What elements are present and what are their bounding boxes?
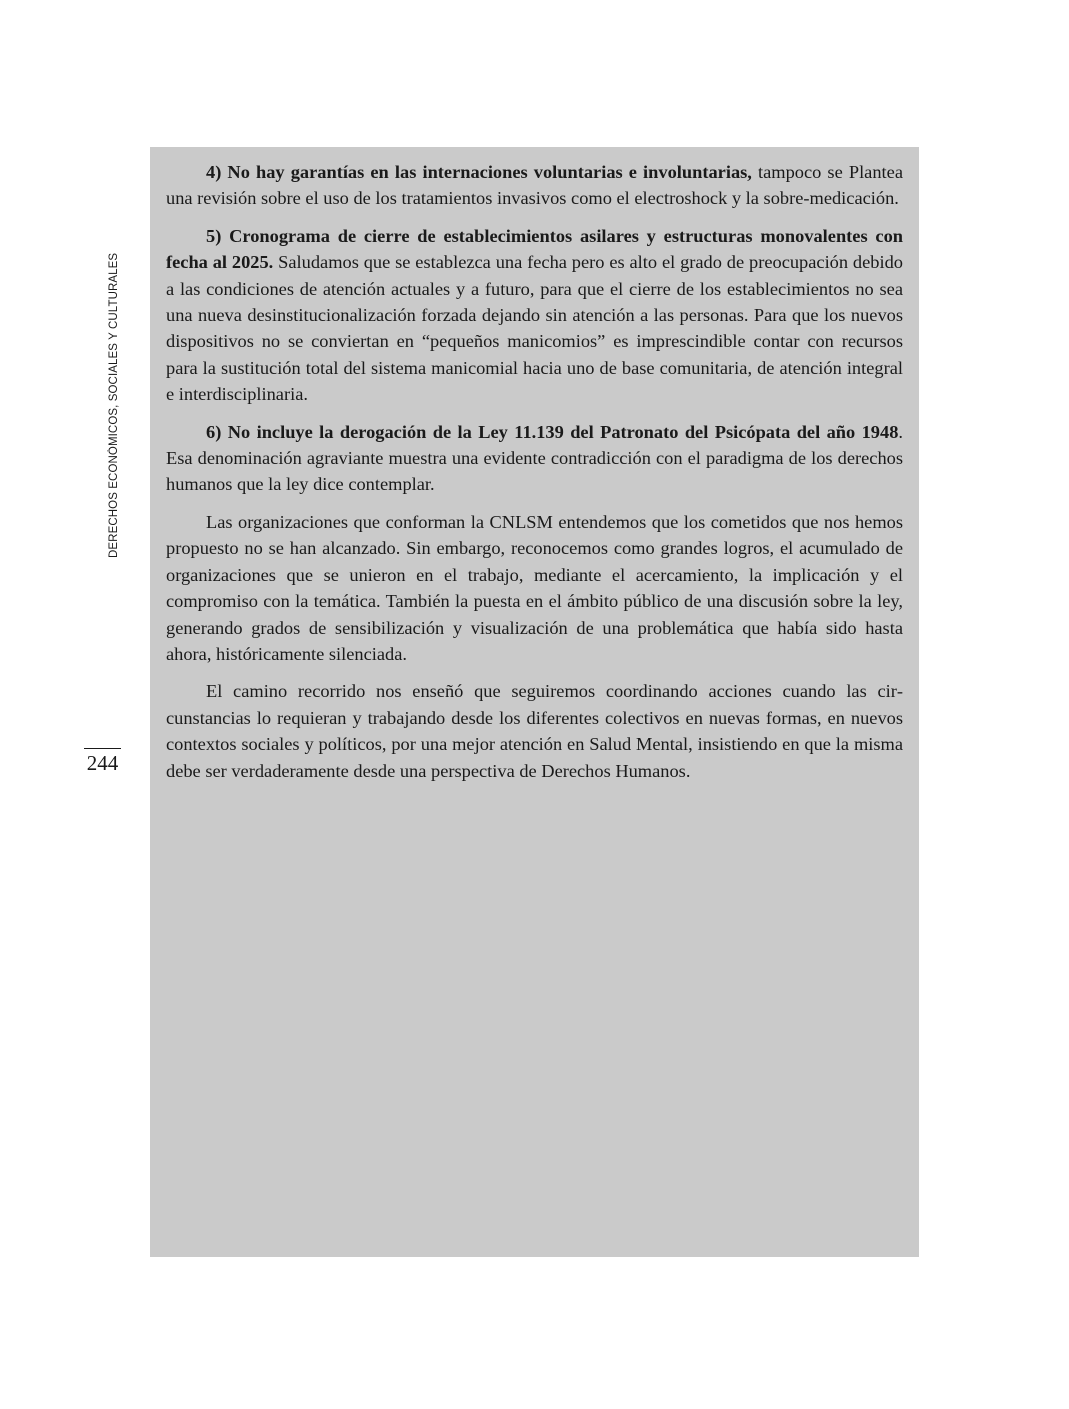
paragraph-conclusion [166,509,903,667]
paragraph-body: Saludamos que se establezca una fecha pero es alto el grado de preocupación debido a las condiciones de atención actuales y a futuro, para que el cierre de los establecimientos no sea una nueva desinstitucionalización forzada dejando sin atención a las personas. Para que los nuevos dispositivos no se conviertan en “pequeños manicomios” es imprescindible contar con recursos para la sustitución total del sistema manicomial hacia uno de base comunitaria, de atención integral e interdisciplinaria. [166,252,903,405]
paragraph-heading: 5) Cronograma de cierre de establecimientos asilares y estructuras monovalentes con fecha al 2025. [166,225,903,273]
paragraph-item-6 [166,419,903,498]
page-number: 244 [86,751,119,775]
running-header: DERECHOS ECONÓMICOS, SOCIALES Y CULTURALES [108,252,120,558]
paragraph-body: . Esa denominación agraviante muestra una evidente contradicción con el paradigma de los derechos humanos que la ley dice contemplar. [166,421,903,495]
paragraph-closing [166,678,903,784]
paragraph-item-5 [166,223,903,408]
page-number-rule [84,748,121,749]
paragraph-heading: 6) No incluye la derogación de la Ley 11.139 del Patronato del Psicópata del año 1948 [206,421,899,442]
paragraph-body: tampoco se Plantea una revisión sobre el uso de los tratamientos invasivos como el electroshock y la sobre-medicación. [166,162,903,209]
paragraph-heading: 4) No hay garantías en las internaciones voluntarias e involuntarias, [206,162,752,182]
paragraph-body: Las organizaciones que conforman la CNLSM entendemos que los cometidos que nos hemos propuesto no se han alcanzado. Sin embargo, reconocemos como grandes logros, el acumulado de organizaciones que se unieron en el trabajo, mediante el acercamiento, la implicación y el compromiso con la temática. También la puesta en el ámbito público de una discusión sobre la ley, generando grados de sensibilización y visualización de una problemática que había sido hasta ahora, históricamente silenciada. [166,511,903,664]
shaded-text-box [150,147,919,1257]
paragraph-body: El camino recorrido nos enseñó que seguiremos coordinando acciones cuando las circunstancias lo requieran y trabajando desde los diferentes colectivos en nuevas formas, en nuevos contextos sociales y políticos, por una mejor atención en Salud Mental, insistiendo en que la misma debe ser verdaderamente desde una perspectiva de Derechos Humanos. [166,681,903,781]
paragraph-item-4 [166,159,903,212]
